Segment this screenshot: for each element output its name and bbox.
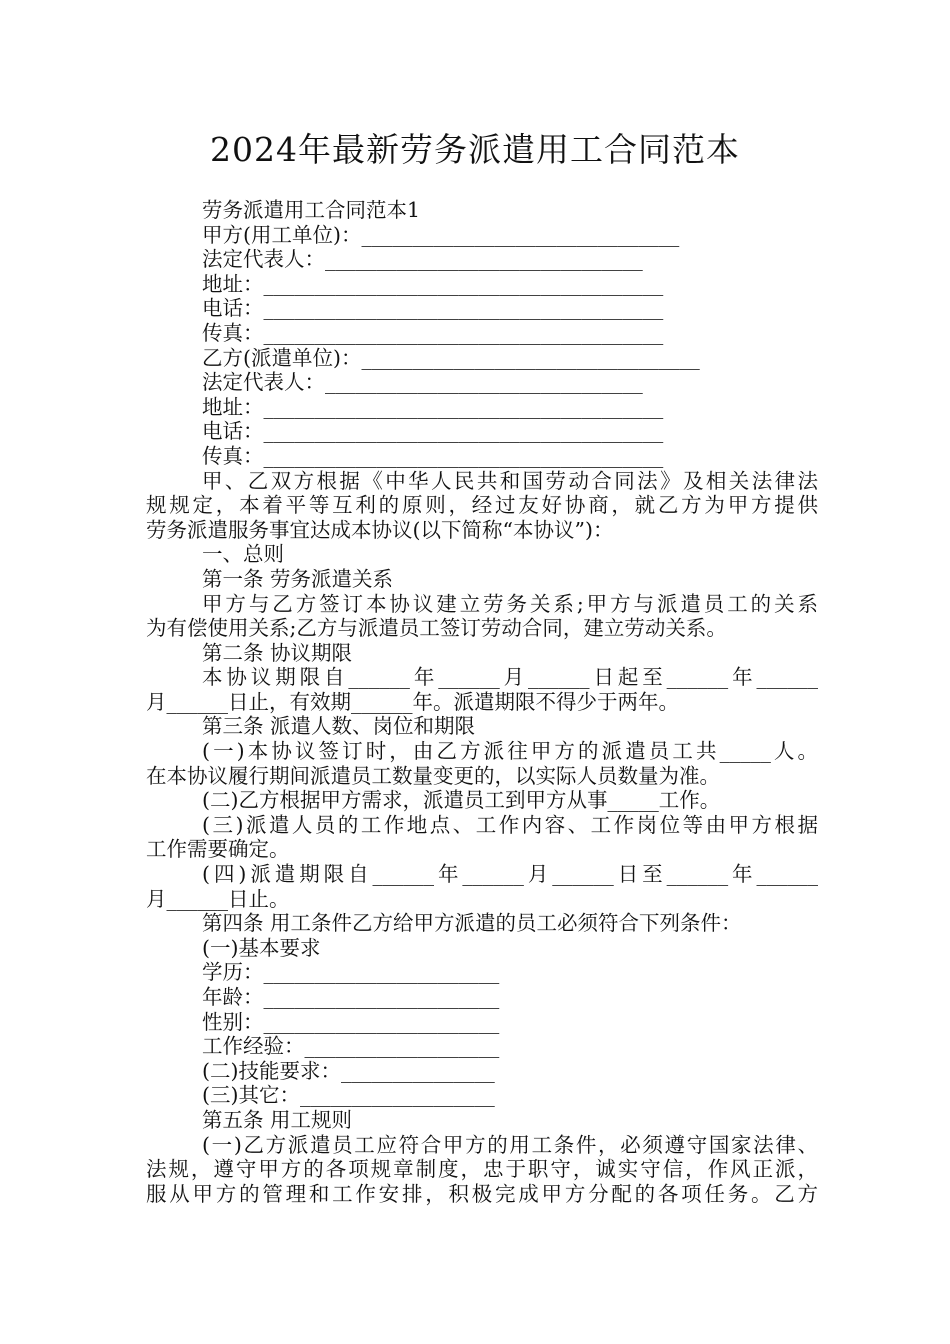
document-body bbox=[146, 198, 818, 1206]
text-line: 服从甲方的管理和工作安排，积极完成甲方分配的各项任务。乙方 bbox=[146, 1181, 818, 1206]
text-line: 月______日止，有效期______年。派遣期限不得少于两年。 bbox=[146, 689, 679, 714]
text-line: 甲方与乙方签订本协议建立劳务关系;甲方与派遣员工的关系 bbox=[202, 591, 818, 616]
text-line: 法定代表人：_______________________________ bbox=[202, 370, 643, 395]
text-line: 第五条 用工规则 bbox=[202, 1107, 353, 1132]
text-line: (三)派遣人员的工作地点、工作内容、工作岗位等由甲方根据 bbox=[202, 812, 818, 837]
text-line: 甲方(用工单位)：_______________________________ bbox=[202, 222, 680, 247]
text-line: 第四条 用工条件乙方给甲方派遣的员工必须符合下列条件： bbox=[202, 911, 742, 936]
text-line: (四)派遣期限自______年______月______日至______年______ bbox=[202, 862, 818, 887]
text-line: (二)技能要求：_______________ bbox=[202, 1058, 495, 1083]
text-line: 乙方(派遣单位)：_________________________________ bbox=[202, 345, 700, 370]
text-line: 传真：_______________________________________ bbox=[202, 320, 664, 345]
text-line: 工作需要确定。 bbox=[146, 837, 290, 862]
text-line: 月______日止。 bbox=[146, 886, 290, 911]
text-line: 本协议期限自______年______月______日起至______年______ bbox=[202, 665, 818, 690]
text-line: 电话：_______________________________________ bbox=[202, 419, 664, 444]
text-line: 规规定，本着平等互利的原则，经过友好协商，就乙方为甲方提供 bbox=[146, 493, 818, 518]
text-line: 在本协议履行期间派遣员工数量变更的，以实际人员数量为准。 bbox=[146, 763, 720, 788]
text-line: 地址：_______________________________________ bbox=[202, 271, 664, 296]
text-line: 法定代表人：_______________________________ bbox=[202, 247, 643, 272]
text-line: 劳务派遣用工合同范本1 bbox=[202, 198, 421, 222]
text-line: 一、总则 bbox=[202, 542, 284, 567]
text-line: 地址：_______________________________________ bbox=[202, 394, 664, 419]
text-line: 第一条 劳务派遣关系 bbox=[202, 566, 394, 591]
text-line: (一)本协议签订时，由乙方派往甲方的派遣员工共_____人。 bbox=[202, 739, 818, 764]
text-line: (一)乙方派遣员工应符合甲方的用工条件，必须遵守国家法律、 bbox=[202, 1132, 818, 1157]
text-line: 为有偿使用关系;乙方与派遣员工签订劳动合同，建立劳动关系。 bbox=[146, 616, 727, 641]
text-line: 传真：_______________________________________ bbox=[202, 443, 664, 468]
text-line: (一)基本要求 bbox=[202, 935, 321, 960]
text-line: 劳务派遣服务事宜达成本协议(以下简称“本协议”)： bbox=[146, 517, 614, 542]
text-line: 性别：_______________________ bbox=[202, 1009, 500, 1034]
document-title: 2024年最新劳务派遣用工合同范本 bbox=[210, 130, 740, 169]
text-line: (三)其它：___________________ bbox=[202, 1083, 495, 1108]
text-line: 第三条 派遣人数、岗位和期限 bbox=[202, 714, 476, 739]
text-line: (二)乙方根据甲方需求，派遣员工到甲方从事_____工作。 bbox=[202, 788, 721, 813]
text-line: 电话：_______________________________________ bbox=[202, 296, 664, 321]
text-line: 工作经验：___________________ bbox=[202, 1034, 500, 1059]
text-line: 法规，遵守甲方的各项规章制度，忠于职守，诚实守信，作风正派， bbox=[146, 1157, 818, 1182]
text-line: 第二条 协议期限 bbox=[202, 640, 353, 665]
text-line: 学历：_______________________ bbox=[202, 960, 500, 985]
text-line: 甲、乙双方根据《中华人民共和国劳动合同法》及相关法律法 bbox=[202, 468, 818, 493]
text-line: 年龄：_______________________ bbox=[202, 985, 500, 1009]
